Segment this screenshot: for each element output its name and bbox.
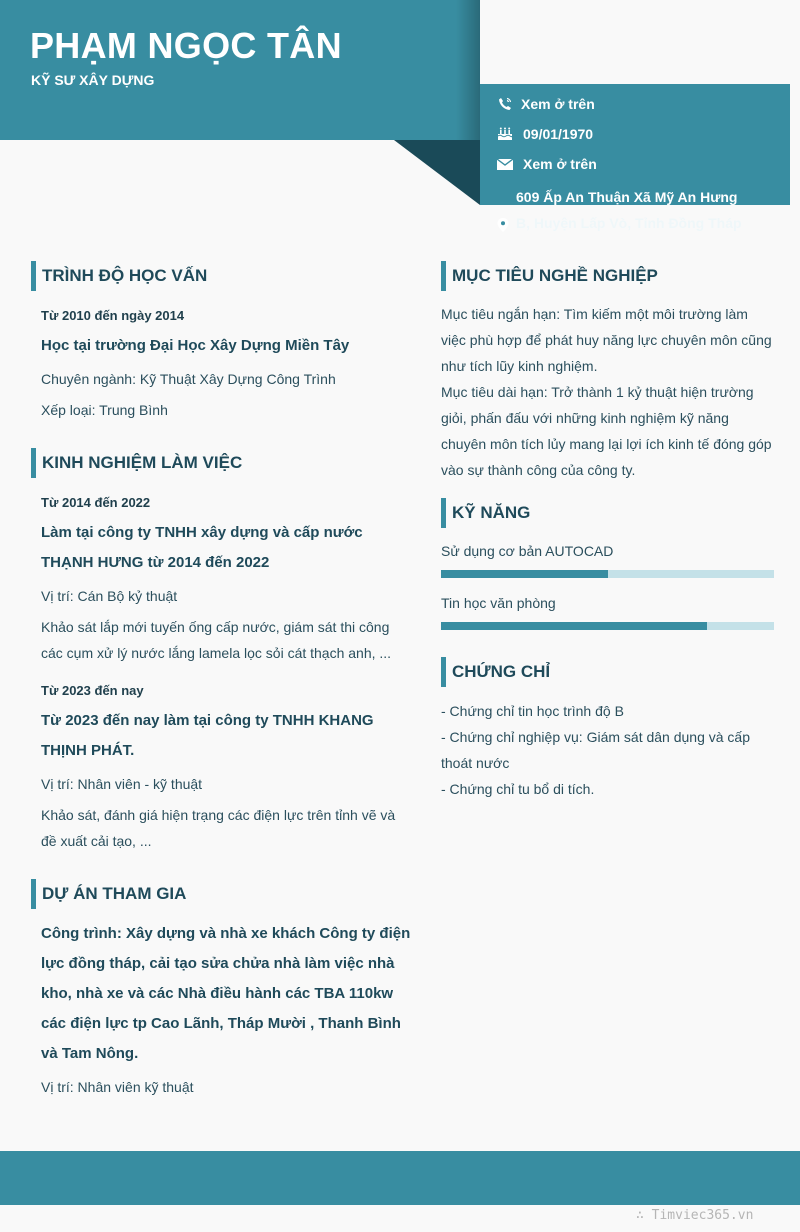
envelope-icon [497, 157, 513, 171]
education-title: TRÌNH ĐỘ HỌC VẤN [31, 261, 207, 291]
job-2-period: Từ 2023 đến nay [41, 683, 144, 698]
project-line-3: kho, nhà xe và các Nhà điều hành các TBA 110kw [41, 985, 394, 1002]
address-line-2: B, Huyện Lấp Vò, Tỉnh Đồng Tháp [516, 215, 742, 231]
project-line-1: Công trình: Xây dựng và nhà xe khách Công ty điện [41, 925, 411, 942]
objective-line-3: như tích lũy kinh nghiệm. [441, 358, 598, 374]
certificates-title: CHỨNG CHỈ [441, 657, 550, 687]
candidate-name: PHẠM NGỌC TÂN [30, 25, 342, 66]
job-title: KỸ SƯ XÂY DỰNG [31, 72, 155, 88]
contact-birthday [497, 126, 593, 142]
skill-2-label: Tin học văn phòng [441, 595, 556, 611]
education-school: Học tại trường Đại Học Xây Dựng Miền Tây [41, 337, 350, 354]
objective-line-6: chuyên môn tích lủy mang lại lợi ích kinh tế đóng góp [441, 436, 772, 452]
certificate-line-1: - Chứng chỉ tin học trình độ B [441, 703, 624, 719]
skills-title: KỸ NĂNG [441, 498, 530, 528]
education-grade: Xếp loại: Trung Bình [41, 402, 168, 418]
job-2-company-line-2: THỊNH PHÁT. [41, 742, 135, 759]
contact-email-value: Xem ở trên [523, 156, 597, 172]
contact-email [497, 156, 597, 172]
certificate-line-4: - Chứng chỉ tu bổ di tích. [441, 781, 595, 797]
contact-phone-value: Xem ở trên [521, 96, 595, 112]
certificate-line-3: thoát nước [441, 755, 510, 771]
job-1-company-line-2: THẠNH HƯNG từ 2014 đến 2022 [41, 554, 270, 571]
education-period: Từ 2010 đến ngày 2014 [41, 308, 185, 323]
objective-line-7: vào sự thành công của công ty. [441, 462, 636, 478]
education-major: Chuyên ngành: Kỹ Thuật Xây Dựng Công Trình [41, 371, 336, 387]
phone-icon [497, 97, 513, 111]
job-2-position: Vị trí: Nhân viên - kỹ thuật [41, 776, 203, 792]
job-1-company-line-1: Làm tại công ty TNHH xây dựng và cấp nước [41, 524, 363, 541]
projects-title: DỰ ÁN THAM GIA [31, 879, 186, 909]
contact-address [497, 184, 797, 236]
objective-title: MỤC TIÊU NGHỀ NGHIỆP [441, 261, 658, 291]
ribbon-fold [394, 140, 480, 205]
skill-1-label: Sử dụng cơ bản AUTOCAD [441, 543, 614, 559]
job-1-period: Từ 2014 đến 2022 [41, 495, 151, 510]
header-shade [456, 0, 480, 140]
skill-1-bar-fill [441, 570, 608, 578]
skill-2-bar-fill [441, 622, 707, 630]
skill-2-bar [441, 622, 774, 630]
job-1-position: Vị trí: Cán Bộ kỷ thuật [41, 588, 178, 604]
contact-birthday-value: 09/01/1970 [523, 126, 594, 142]
job-2-desc-line-2: đề xuất cải tạo, ... [41, 833, 152, 849]
job-1-desc-line-1: Khảo sát lắp mới tuyến ống cấp nước, giám sát thi công [41, 619, 390, 635]
job-2-company-line-1: Từ 2023 đến nay làm tại công ty TNHH KHANG [41, 712, 374, 729]
objective-line-5: giỏi, phấn đấu với những kinh nghiệm kỹ năng [441, 410, 729, 426]
skill-1-bar [441, 570, 774, 578]
birthday-cake-icon [497, 127, 513, 141]
address-line-1: 609 Ấp An Thuận Xã Mỹ An Hưng [516, 189, 738, 205]
job-2-desc-line-1: Khảo sát, đánh giá hiện trạng các điện lực trên tỉnh vẽ và [41, 807, 396, 823]
experience-title: KINH NGHIỆM LÀM VIỆC [31, 448, 242, 478]
header-banner [0, 0, 480, 140]
project-line-4: các điện lực tp Cao Lãnh, Tháp Mười , Thanh Bình [41, 1015, 401, 1032]
contact-phone [497, 96, 595, 112]
project-position: Vị trí: Nhân viên kỹ thuật [41, 1079, 194, 1095]
certificate-line-2: - Chứng chỉ nghiệp vụ: Giám sát dân dụng và cấp [441, 729, 750, 745]
job-1-desc-line-2: các cụm xử lý nước lắng lamela lọc sỏi cát thạch anh, ... [41, 645, 392, 661]
project-line-2: lực đồng tháp, cải tạo sửa chửa nhà làm việc nhà [41, 955, 395, 972]
objective-line-1: Mục tiêu ngắn hạn: Tìm kiếm một môi trường làm [441, 306, 748, 322]
brand-watermark: ∴ Timviec365.vn [636, 1208, 754, 1223]
objective-line-2: việc phù hợp để phát huy năng lực chuyên môn cũng [441, 332, 772, 348]
footer-band [0, 1151, 800, 1205]
project-line-5: và Tam Nông. [41, 1045, 139, 1062]
objective-line-4: Mục tiêu dài hạn: Trở thành 1 kỷ thuật hiện trường [441, 384, 754, 400]
